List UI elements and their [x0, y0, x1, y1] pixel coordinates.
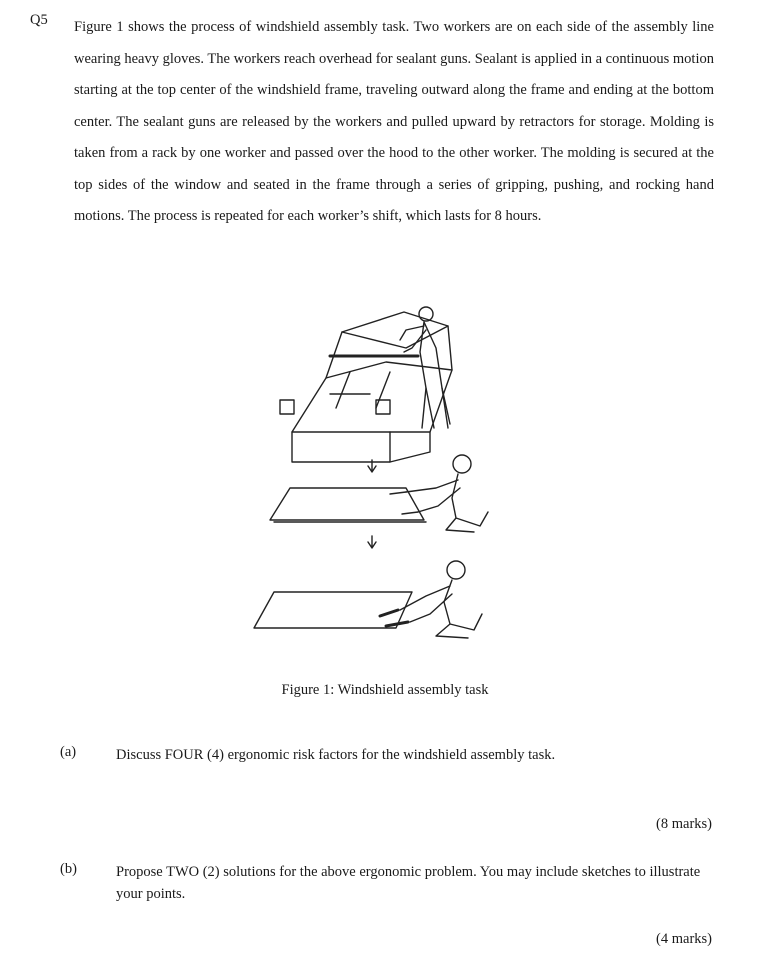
question-number: Q5: [30, 12, 48, 28]
down-arrow-2: [368, 536, 376, 548]
part-b-marks: (4 marks): [656, 931, 712, 947]
part-b-label: (b): [60, 861, 77, 877]
windshield-assembly-illustration: [230, 292, 520, 642]
question-text: Figure 1 shows the process of windshield assembly task. Two workers are on each side of the assembly line wearing heavy gloves. The workers reach overhead for sealant guns. Sealant is applied in a continuous motion starting at the top center of the windshield frame, traveling outward along the frame and ending at the bottom center. The sealant guns are released by the workers and pulled upward by retractors for storage. Molding is taken from a rack by one worker and passed over the hood to the other worker. The molding is secured at the top sides of the window and seated in the frame through a series of gripping, pushing, and rocking hand motions. The process is repeated for each worker’s shift, which lasts for 8 hours.: [74, 19, 714, 224]
part-b-text: Propose TWO (2) solutions for the above ergonomic problem. You may include sketches to illustrate your points.: [116, 864, 701, 902]
part-a-label: (a): [60, 744, 77, 760]
part-a-text: Discuss FOUR (4) ergonomic risk factors for the windshield assembly task.: [116, 747, 556, 763]
windshield-worker-2: [270, 455, 488, 532]
figure-caption: Figure 1: Windshield assembly task: [281, 682, 489, 698]
windshield-worker-3: [254, 561, 482, 638]
part-a-marks: (8 marks): [656, 816, 712, 832]
car-with-worker: [280, 307, 452, 462]
figure-windshield-assembly: [230, 292, 520, 642]
